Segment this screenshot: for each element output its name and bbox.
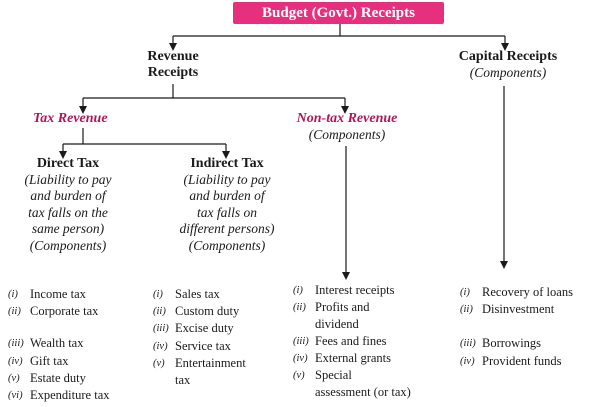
list-item: (ii) Custom duty <box>153 304 240 319</box>
indirect-desc-line: (Liability to pay <box>183 172 271 187</box>
direct-desc-line: same person) <box>31 221 105 237</box>
direct-desc-line: tax falls on the <box>28 204 108 220</box>
list-item: (iii) Excise duty <box>153 321 234 336</box>
tax-revenue-title: Tax Revenue <box>33 111 108 126</box>
list-item: (iv) Gift tax <box>8 353 69 368</box>
list-item: (iii) Borrowings <box>460 336 542 351</box>
list-item-continuation: tax <box>175 373 191 388</box>
revenue-title-line2: Receipts <box>147 65 199 80</box>
indirect-tax-desc <box>164 172 290 254</box>
non-tax-note: (Components) <box>308 127 386 142</box>
capital-title: Capital Receipts <box>458 49 558 64</box>
revenue-receipts-node <box>128 49 218 81</box>
indirect-desc-line: different persons) <box>179 221 275 237</box>
list-item: (iii) Fees and fines <box>293 333 387 348</box>
direct-tax-title: Direct Tax <box>36 156 100 171</box>
direct-tax-node <box>8 156 128 254</box>
non-tax-title: Non-tax Revenue <box>296 111 398 126</box>
root-title: Budget (Govt.) Receipts <box>233 2 444 24</box>
revenue-title-line1: Revenue <box>147 49 199 64</box>
list-item: (v) Special <box>293 368 352 383</box>
list-item: (i) Income tax <box>8 287 86 301</box>
list-item: (vi) Expenditure tax <box>8 388 110 403</box>
direct-tax-list <box>8 286 148 404</box>
list-item: (i) Recovery of loans <box>460 285 573 299</box>
indirect-tax-list <box>153 286 283 388</box>
list-item: (ii) Corporate tax <box>8 304 99 319</box>
indirect-tax-title: Indirect Tax <box>190 156 264 171</box>
list-item-continuation: assessment (or tax) <box>315 385 411 400</box>
list-item: (ii) Disinvestment <box>460 302 555 317</box>
non-tax-revenue-node <box>277 111 417 143</box>
capital-list <box>460 284 598 370</box>
direct-desc-line: (Components) <box>29 237 107 253</box>
list-item: (i) Sales tax <box>153 287 220 301</box>
list-item: (i) Interest receipts <box>293 283 395 297</box>
indirect-desc-line: tax falls on <box>197 204 257 220</box>
indirect-desc-line: and burden of <box>189 188 265 204</box>
capital-receipts-node <box>438 49 578 81</box>
list-item: (ii) Profits and <box>293 300 370 315</box>
direct-desc-line: (Liability to pay <box>24 172 112 187</box>
direct-tax-desc <box>8 172 128 254</box>
list-item-continuation: dividend <box>315 317 359 332</box>
list-item: (iii) Wealth tax <box>8 336 84 351</box>
list-item: (iv) External grants <box>293 350 392 365</box>
list-item: (v) Entertainment <box>153 355 246 370</box>
capital-note: (Components) <box>469 65 547 80</box>
list-item: (v) Estate duty <box>8 370 86 385</box>
direct-desc-line: and burden of <box>30 188 106 204</box>
list-item: (iv) Provident funds <box>460 353 562 368</box>
non-tax-list <box>293 282 443 400</box>
list-item: (iv) Service tax <box>153 338 231 353</box>
indirect-tax-node <box>164 156 290 254</box>
indirect-desc-line: (Components) <box>188 237 266 253</box>
